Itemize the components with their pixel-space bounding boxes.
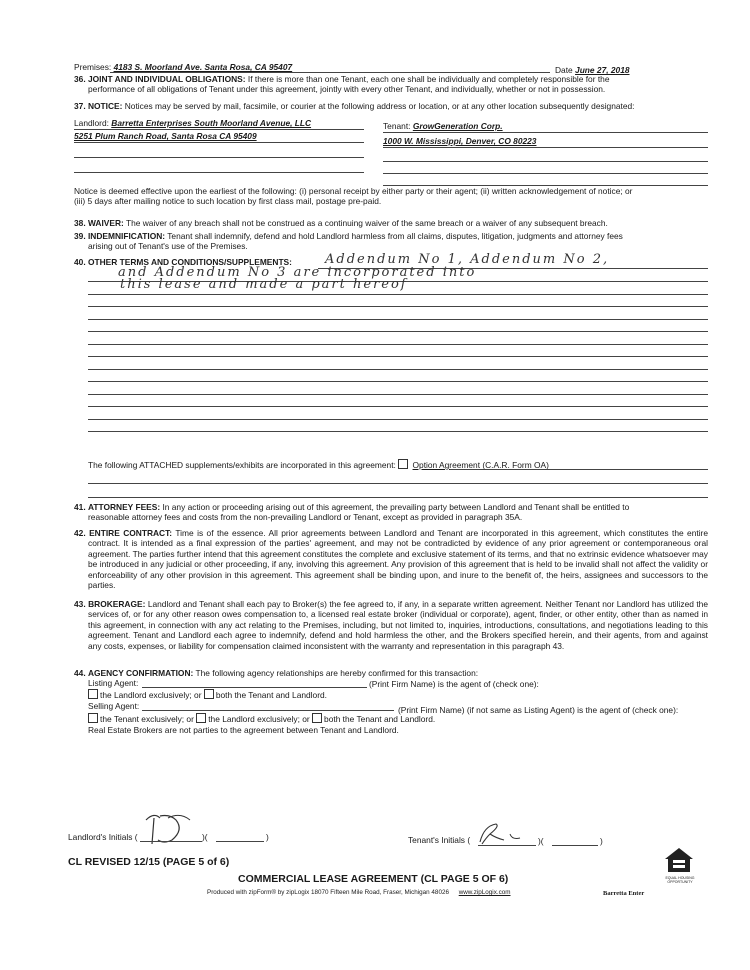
ziplogix-link[interactable]: www.zipLogix.com bbox=[458, 889, 511, 896]
para-title: JOINT AND INDIVIDUAL OBLIGATIONS: bbox=[87, 74, 246, 84]
tenant-line-4 bbox=[383, 173, 708, 174]
paragraph-38 bbox=[74, 218, 708, 228]
para-text: Time is of the essence. All prior agreements between Landlord and Tenant are incorporated in this agreement, which constitutes the entire contract. It is intended as a final expression of the parties' agreement, and may not be contradicted by evidence of any prior agreement or contemporaneous oral agreement. The parties further intend that this agreement constitutes the complete and exclusive statement of its terms, and that no extrinsic evidence whatsoever may be introduced in any judicial or other proceeding, if any, involving this agreement. Any provision of this agreement that is held to be invalid shall not affect the validity or enforceability of any other provision in this agreement. This agreement shall be binding upon, and inure to the benefit of, the heirs, assignees and successors to the parties. bbox=[88, 528, 709, 591]
terms-blank-line bbox=[88, 331, 708, 332]
premises-value[interactable]: 4183 S. Moorland Ave. Santa Rosa, CA 95407 bbox=[113, 62, 293, 72]
para-text: reasonable attorney fees and costs from the non-prevailing Landlord or Tenant, except as provided in paragraph 35A. bbox=[88, 512, 523, 522]
premises-line bbox=[74, 62, 292, 72]
notice-effective-line-2: (iii) 5 days after mailing notice to such location by first class mail, postage pre-paid. bbox=[74, 196, 382, 207]
paragraph-37 bbox=[74, 101, 708, 111]
option-agreement-label: Option Agreement (C.A.R. Form OA) bbox=[412, 460, 549, 470]
landlord-name[interactable]: Barretta Enterprises South Moorland Avenue, LLC bbox=[111, 118, 312, 128]
para-text: Landlord and Tenant shall each pay to Broker(s) the fee agreed to, if any, in a separate written agreement. Neither Tenant nor Landlord has utilized the services of, or for any other reason owes compensation to, a licensed real estate broker (individual or corporate), agent, finder, or other entity, other than as named in this agreement, in connection with any act relating to the Premises, including, but not limited to, inquiries, introductions, consultations, and negotiations leading to this agreement. Tenant and Landlord each agree to indemnify, defend and hold harmless the other, and the Brokers specified herein, and their agents, from and against any costs, expenses, or liability for compensation claimed inconsistent with the warranty and representation in this paragraph 43. bbox=[88, 599, 708, 651]
landlord-label: Landlord: bbox=[74, 118, 109, 128]
para-title: AGENCY CONFIRMATION: bbox=[87, 668, 194, 678]
listing-opt2-label: both the Tenant and Landlord. bbox=[215, 690, 327, 700]
listing-agent-options bbox=[88, 689, 327, 700]
attached-text: The following ATTACHED supplements/exhibits are incorporated in this agreement: bbox=[88, 460, 396, 470]
tenant-name[interactable]: GrowGeneration Corp. bbox=[412, 121, 503, 131]
terms-blank-line bbox=[88, 394, 708, 395]
selling-agent-suffix: (Print Firm Name) (if not same as Listing Agent) is the agent of (check one): bbox=[398, 705, 679, 715]
attached-extra-line-1 bbox=[88, 483, 708, 484]
landlord-initials-field-1 bbox=[140, 841, 202, 842]
landlord-initials-label: Landlord's Initials ( bbox=[68, 832, 138, 842]
landlord-initials-field-2[interactable] bbox=[216, 841, 264, 842]
para-number: 42. bbox=[74, 528, 86, 538]
attached-line bbox=[450, 469, 708, 470]
selling-opt1-label: the Tenant exclusively; or bbox=[100, 714, 194, 724]
listing-both-checkbox[interactable] bbox=[204, 689, 214, 699]
para-text: If there is more than one Tenant, each one shall be individually and completely responsible for the bbox=[247, 74, 610, 84]
tenant-notice-name bbox=[383, 121, 503, 131]
premises-underline bbox=[110, 72, 550, 73]
para-number: 44. bbox=[74, 668, 86, 678]
tenant-label: Tenant: bbox=[383, 121, 411, 131]
landlord-initials-signature[interactable] bbox=[140, 810, 200, 848]
tenant-address[interactable]: 1000 W. Mississippi, Denver, CO 80223 bbox=[383, 136, 537, 146]
selling-agent-options bbox=[88, 713, 435, 724]
terms-blank-line bbox=[88, 356, 708, 357]
para-number: 39. bbox=[74, 231, 86, 241]
brokers-note: Real Estate Brokers are not parties to the agreement between Tenant and Landlord. bbox=[88, 725, 399, 735]
para-text: The waiver of any breach shall not be construed as a continuing waiver of the same breach or a waiver of any subsequent breach. bbox=[126, 218, 608, 228]
attached-extra-line-2 bbox=[88, 497, 708, 498]
para-number: 37. bbox=[74, 101, 86, 111]
para-title: ATTORNEY FEES: bbox=[87, 502, 161, 512]
terms-blank-line bbox=[88, 294, 708, 295]
terms-blank-line bbox=[88, 369, 708, 370]
para-number: 38. bbox=[74, 218, 86, 228]
handwritten-terms-line-3[interactable]: this lease and made a part hereof bbox=[120, 277, 408, 292]
produced-line bbox=[207, 889, 511, 896]
premises-label: Premises: bbox=[74, 62, 112, 72]
paragraph-36 bbox=[74, 74, 708, 84]
selling-tenant-exclusive-checkbox[interactable] bbox=[88, 713, 98, 723]
landlord-line-4 bbox=[74, 172, 364, 173]
equal-housing-icon bbox=[662, 846, 696, 876]
terms-blank-line bbox=[88, 431, 708, 432]
form-title: COMMERCIAL LEASE AGREEMENT (CL PAGE 5 OF 6) bbox=[238, 873, 509, 885]
selling-agent-label: Selling Agent: bbox=[88, 701, 140, 711]
terms-blank-line bbox=[88, 306, 708, 307]
para-text: The following agency relationships are hereby confirmed for this transaction: bbox=[195, 668, 479, 678]
selling-opt3-label: both the Tenant and Landlord. bbox=[324, 714, 436, 724]
paren-mid: )( bbox=[202, 832, 208, 842]
notice-effective bbox=[74, 186, 714, 207]
para-text: performance of all obligations of Tenant under this agreement, jointly with every other Tenant, and individually, whether or not in possession. bbox=[88, 84, 606, 94]
listing-agent-row bbox=[88, 678, 138, 688]
landlord-initials bbox=[68, 832, 138, 842]
paragraph-43 bbox=[74, 599, 708, 651]
paragraph-42 bbox=[74, 528, 708, 590]
file-reference: Barretta Enter bbox=[603, 890, 645, 897]
terms-blank-line bbox=[88, 419, 708, 420]
landlord-line-2 bbox=[74, 142, 364, 143]
selling-landlord-exclusive-checkbox[interactable] bbox=[196, 713, 206, 723]
paragraph-44 bbox=[74, 668, 708, 678]
paragraph-41 bbox=[74, 502, 708, 512]
paren-mid: )( bbox=[538, 836, 544, 846]
para-title: OTHER TERMS AND CONDITIONS/SUPPLEMENTS: bbox=[87, 257, 292, 267]
terms-blank-line bbox=[88, 406, 708, 407]
tenant-initials-signature[interactable] bbox=[476, 820, 536, 848]
paragraph-39 bbox=[74, 231, 708, 241]
tenant-initials-field-2[interactable] bbox=[552, 845, 598, 846]
terms-blank-line bbox=[88, 319, 708, 320]
tenant-initials-field-1 bbox=[478, 845, 536, 846]
equal-housing-text: EQUAL HOUSING OPPORTUNITY bbox=[665, 876, 695, 884]
date-value[interactable]: June 27, 2018 bbox=[575, 65, 630, 75]
tenant-line-2 bbox=[383, 147, 708, 148]
para-number: 40. bbox=[74, 257, 86, 267]
paren-close: ) bbox=[600, 836, 603, 846]
paragraph-39-cont bbox=[74, 241, 722, 251]
selling-opt2-label: the Landlord exclusively; or bbox=[208, 714, 310, 724]
para-title: ENTIRE CONTRACT: bbox=[89, 528, 173, 538]
para-number: 43. bbox=[74, 599, 86, 609]
para-title: INDEMNIFICATION: bbox=[87, 231, 166, 241]
para-text: In any action or proceeding arising out of this agreement, the prevailing party between Landlord and Tenant shall be entitled to bbox=[162, 502, 630, 512]
tenant-initials bbox=[408, 835, 470, 845]
landlord-line-3 bbox=[74, 157, 364, 158]
selling-agent-field[interactable] bbox=[142, 710, 394, 711]
terms-blank-line bbox=[88, 381, 708, 382]
tenant-initials-label: Tenant's Initials ( bbox=[408, 835, 471, 845]
notice-effective-line-1: Notice is deemed effective upon the earliest of the following: (i) personal receipt by either party or their agent; (ii) written acknowledgement of notice; or bbox=[74, 186, 633, 196]
landlord-notice-name bbox=[74, 118, 311, 128]
tenant-line-3 bbox=[383, 161, 708, 162]
tenant-line-1 bbox=[383, 132, 708, 133]
para-number: 36. bbox=[74, 74, 86, 84]
paragraph-41-cont bbox=[74, 512, 722, 522]
date-label: Date bbox=[555, 65, 573, 75]
landlord-address[interactable]: 5251 Plum Ranch Road, Santa Rosa CA 95409 bbox=[74, 131, 257, 141]
para-title: BROKERAGE: bbox=[88, 599, 146, 609]
landlord-line-1 bbox=[74, 129, 364, 130]
terms-blank-line bbox=[88, 344, 708, 345]
selling-both-checkbox[interactable] bbox=[312, 713, 322, 723]
paragraph-36-cont bbox=[74, 84, 722, 94]
handwritten-terms-line-2[interactable]: and Addendum No 3 are incorporated into bbox=[118, 265, 477, 280]
produced-text: Produced with zipForm® by zipLogix 18070 Fifteen Mile Road, Fraser, Michigan 48026 bbox=[207, 889, 449, 896]
listing-opt1-label: the Landlord exclusively; or bbox=[100, 690, 202, 700]
listing-landlord-exclusive-checkbox[interactable] bbox=[88, 689, 98, 699]
option-agreement-checkbox[interactable] bbox=[398, 459, 408, 469]
para-title: NOTICE: bbox=[87, 101, 123, 111]
listing-agent-label: Listing Agent: bbox=[88, 678, 139, 688]
listing-agent-field[interactable] bbox=[142, 687, 367, 688]
revised-label: CL REVISED 12/15 (PAGE 5 of 6) bbox=[68, 856, 230, 868]
para-text: Tenant shall indemnify, defend and hold Landlord harmless from all claims, disputes, litigation, judgments and attorney fees bbox=[167, 231, 623, 241]
para-title: WAIVER: bbox=[87, 218, 124, 228]
listing-agent-suffix: (Print Firm Name) is the agent of (check one): bbox=[369, 679, 539, 689]
paren-close: ) bbox=[266, 832, 269, 842]
para-text: arising out of Tenant's use of the Premises. bbox=[88, 241, 248, 251]
para-number: 41. bbox=[74, 502, 86, 512]
para-text: Notices may be served by mail, facsimile, or courier at the following address or location, or at any other location subsequently designated: bbox=[124, 101, 635, 111]
handwritten-terms-line-1[interactable]: Addendum No 1, Addendum No 2, bbox=[325, 252, 610, 267]
